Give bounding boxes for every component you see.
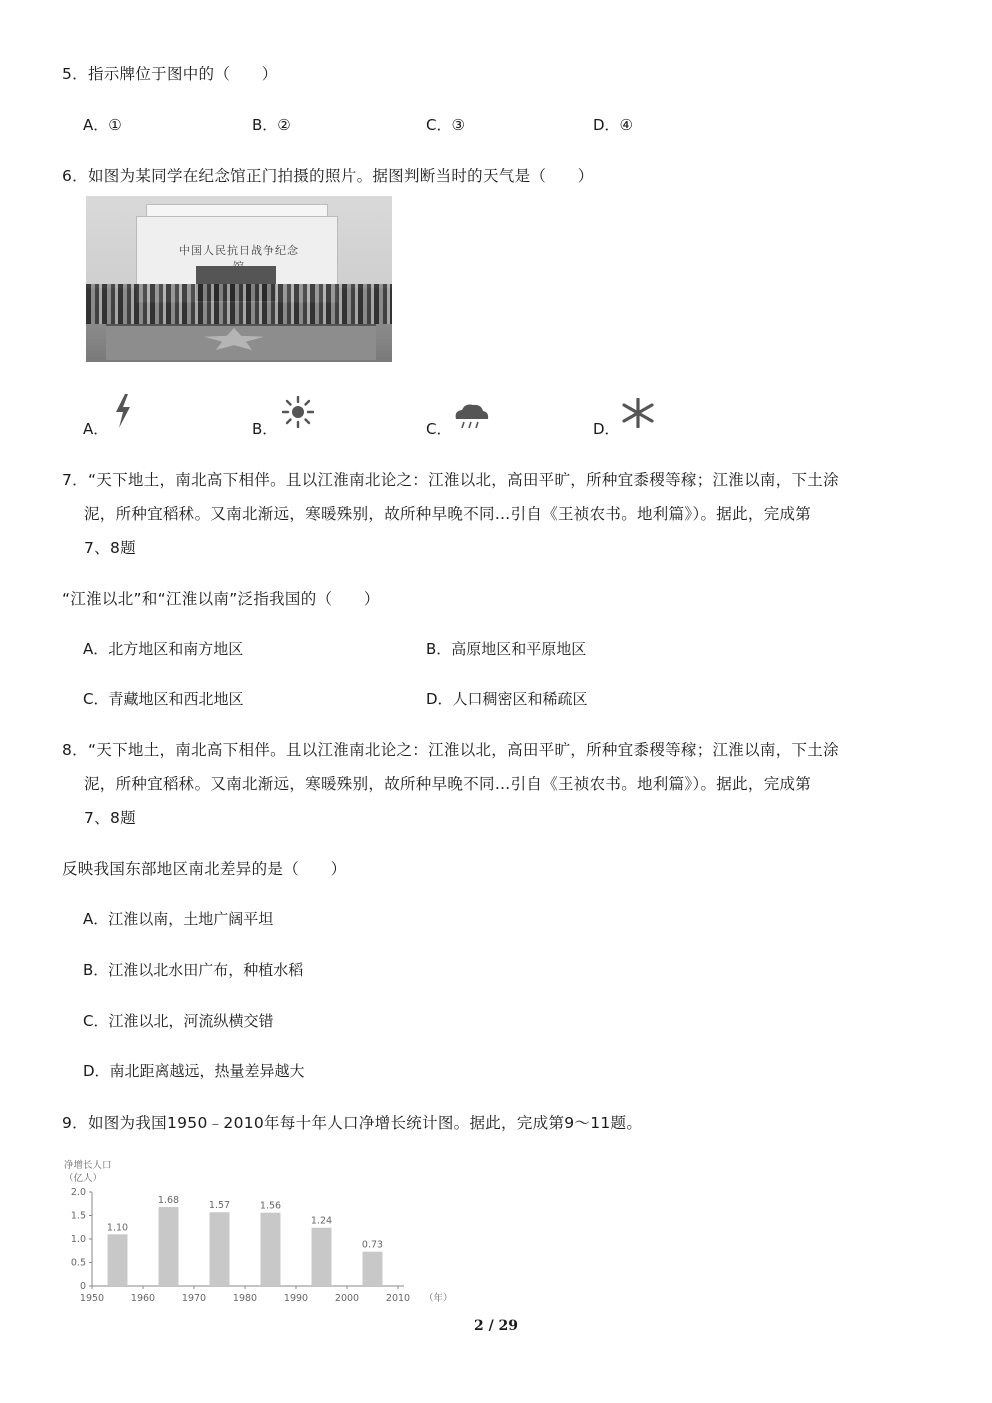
chart-ylabel-line2: （亿人） [64,1173,103,1184]
lightning-icon [113,394,133,428]
chart-data-label: 1.24 [310,1215,333,1227]
chart-data-label: 1.57 [208,1200,231,1212]
q5-option-d: D．④ [593,116,633,134]
q7-option-d: D．人口稠密区和稀疏区 [426,690,588,708]
chart-data-label: 1.56 [259,1200,282,1212]
visitor-crowd [86,284,392,324]
chart-x-tick-label: 2000 [334,1293,360,1304]
q6-option-a: A． [83,420,109,438]
q7-text-line-2: 泥，所种宜稻秫。又南北渐远，寒暖殊别，故所种早晚不同…引自《王祯农书。地利篇》）。据此，完成第 [84,505,812,523]
q7-option-b: B．高原地区和平原地区 [426,640,587,658]
chart-x-tick-label: 2010 [385,1293,411,1304]
snowflake-icon [620,398,656,428]
chart-bar [363,1252,383,1286]
chart-bar [159,1207,179,1286]
q8-text-line-3: 7、8题 [84,809,136,827]
chart-x-tick-label: 1980 [232,1293,258,1304]
chart-xunit: （年） [424,1293,453,1304]
q8-option-d: D．南北距离越远，热量差异越大 [83,1062,305,1080]
chart-data-label: 1.10 [106,1222,129,1234]
chart-y-tick-label: 0.5 [70,1257,86,1269]
q5-option-b: B．② [252,116,291,134]
q8-option-b: B．江淮以北水田广布，种植水稻 [83,961,304,979]
chart-x-tick-label: 1960 [130,1293,156,1304]
q6-option-b: B． [252,420,278,438]
q8-option-a: A．江淮以南，土地广阔平坦 [83,910,274,928]
q6-option-d: D． [593,420,620,438]
q7-option-c: C．青藏地区和西北地区 [83,690,244,708]
q8-sub-question: 反映我国东部地区南北差异的是（ ） [62,860,347,878]
chart-y-tick-label: 1.0 [70,1234,86,1245]
q7-sub-question: “江淮以北”和“江淮以南”泛指我国的（ ） [62,590,380,608]
sun-icon [282,396,314,428]
q7-option-a: A．北方地区和南方地区 [83,640,244,658]
population-growth-chart [56,1158,456,1308]
chart-data-label: 1.68 [157,1195,180,1207]
building-sign: 中国人民抗日战争纪念 [179,244,299,257]
chart-x-tick-label: 1950 [79,1293,105,1304]
q5-option-c: C．③ [426,116,465,134]
chart-bar [108,1234,128,1286]
chart-bar [210,1212,230,1286]
chart-bar [261,1213,281,1286]
q5-stem: 5．指示牌位于图中的（ ） [62,65,278,83]
chart-x-tick-label: 1990 [283,1293,309,1304]
chart-bar [312,1228,332,1286]
q6-stem: 6．如图为某同学在纪念馆正门拍摄的照片。据图判断当时的天气是（ ） [62,167,594,185]
q8-text-line-1: 8．“天下地土，南北高下相伴。且以江淮南北论之：江淮以北，高田平旷，所种宜黍稷等稼；江淮以南，下土涂 [62,741,839,759]
chart-y-tick-label: 0 [79,1281,86,1292]
chart-x-tick-label: 1970 [181,1293,207,1304]
q5-option-a: A．① [83,116,122,134]
q8-text-line-2: 泥，所种宜稻秫。又南北渐远，寒暖殊别，故所种早晚不同…引自《王祯农书。地利篇》）。据此，完成第 [84,775,812,793]
chart-ylabel-line1: 净增长人口 [64,1160,112,1171]
q7-text-line-3: 7、8题 [84,539,136,557]
chart-y-tick-label: 2.0 [70,1187,86,1198]
memorial-hall-photo [86,196,392,362]
rain-cloud-icon [452,402,490,430]
q7-text-line-1: 7．“天下地土，南北高下相伴。且以江淮南北论之：江淮以北，高田平旷，所种宜黍稷等稼；江淮以南，下土涂 [62,471,839,489]
page-number: 2 / 29 [473,1318,519,1334]
chart-data-label: 0.73 [361,1239,384,1251]
q9-stem: 9．如图为我国1950﹣2010年每十年人口净增长统计图。据此，完成第9～11题。 [62,1114,643,1132]
chart-y-tick-label: 1.5 [70,1210,86,1222]
q8-option-c: C．江淮以北，河流纵横交错 [83,1012,274,1030]
q6-option-c: C． [426,420,452,438]
